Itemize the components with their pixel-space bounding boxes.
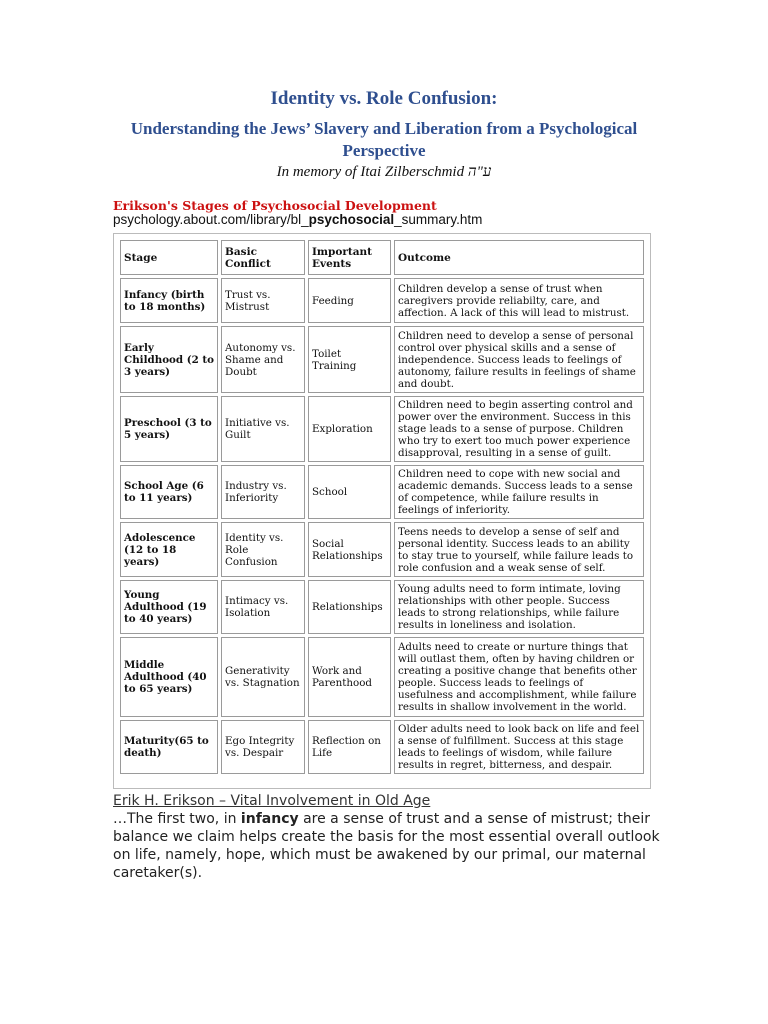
table-row (120, 580, 644, 634)
outcome-cell: Children need to begin asserting control and power over the environment. Success in this stage leads to a sense of purpose. Children who try to exert too much power experience disapproval, resulting in a sense of guilt. (394, 396, 644, 462)
section-heading: Erikson's Stages of Psychosocial Development (113, 198, 437, 213)
quote-bold-term: infancy (240, 811, 299, 827)
stage-cell: Middle Adulthood (40 to 65 years) (120, 637, 218, 717)
stage-cell: Adolescence (12 to 18 years) (120, 522, 218, 577)
events-cell: Work and Parenthood (308, 637, 391, 717)
header-stage: Stage (120, 240, 218, 275)
outcome-cell: Teens needs to develop a sense of self and personal identity. Success leads to an ability to stay true to yourself, while failure leads to role confusion and a weak sense of self. (394, 522, 644, 577)
events-cell: Reflection on Life (308, 720, 391, 774)
outcome-cell: Children need to develop a sense of personal control over physical skills and a sense of independence. Success leads to feelings of autonomy, failure results in feelings of shame and doubt. (394, 326, 644, 393)
quote-text-before: …The first two, in (113, 811, 241, 827)
events-cell: Exploration (308, 396, 391, 462)
table-row (120, 326, 644, 393)
source-url (113, 212, 482, 227)
conflict-cell: Identity vs. Role Confusion (221, 522, 305, 577)
table-row (120, 396, 644, 462)
quote-text-after: are a sense of trust and a sense of mistrust; their balance we claim helps create the basis for the most essential overall outlook on life, namely, hope, which must be awakened by our primal, our maternal caretaker(s). (113, 811, 660, 881)
header-conflict: Basic Conflict (221, 240, 305, 275)
stage-cell: Maturity(65 to death) (120, 720, 218, 774)
conflict-cell: Autonomy vs. Shame and Doubt (221, 326, 305, 393)
erikson-quote (113, 810, 673, 882)
source-url-bold: psychosocial (308, 212, 395, 227)
conflict-cell: Intimacy vs. Isolation (221, 580, 305, 634)
outcome-cell: Young adults need to form intimate, loving relationships with other people. Success leads to strong relationships, while failure results in loneliness and isolation. (394, 580, 644, 634)
header-outcome: Outcome (394, 240, 644, 275)
events-cell: Toilet Training (308, 326, 391, 393)
events-cell: School (308, 465, 391, 519)
source-url-prefix: psychology.about.com/library/bl_ (113, 212, 309, 227)
table-row (120, 637, 644, 717)
table-row (120, 720, 644, 774)
outcome-cell: Adults need to create or nurture things that will outlast them, often by having children or creating a positive change that benefits other people. Success leads to feelings of usefulness and accomplishment, while failure results in shallow involvement in the world. (394, 637, 644, 717)
conflict-cell: Generativity vs. Stagnation (221, 637, 305, 717)
page-subtitle: Understanding the Jews’ Slavery and Liberation from a Psychological Perspective (130, 119, 638, 160)
stage-cell: Young Adulthood (19 to 40 years) (120, 580, 218, 634)
outcome-cell: Children need to cope with new social and academic demands. Success leads to a sense of competence, while failure results in feelings of inferiority. (394, 465, 644, 519)
events-cell: Relationships (308, 580, 391, 634)
erikson-heading: Erik H. Erikson – Vital Involvement in Old Age (113, 793, 431, 809)
outcome-cell: Children develop a sense of trust when caregivers provide reliabilty, care, and affection. A lack of this will lead to mistrust. (394, 278, 644, 323)
table-header-row (120, 240, 644, 275)
stage-cell: School Age (6 to 11 years) (120, 465, 218, 519)
stage-cell: Preschool (3 to 5 years) (120, 396, 218, 462)
events-cell: Feeding (308, 278, 391, 323)
stages-table (117, 237, 647, 777)
events-cell: Social Relationships (308, 522, 391, 577)
conflict-cell: Trust vs. Mistrust (221, 278, 305, 323)
stage-cell: Early Childhood (2 to 3 years) (120, 326, 218, 393)
memorial-line: In memory of Itai Zilberschmid ע"ה (276, 164, 492, 180)
source-url-suffix: _summary.htm (394, 212, 483, 227)
conflict-cell: Ego Integrity vs. Despair (221, 720, 305, 774)
conflict-cell: Industry vs. Inferiority (221, 465, 305, 519)
outcome-cell: Older adults need to look back on life and feel a sense of fulfillment. Success at this stage leads to feelings of wisdom, while failure results in regret, bitterness, and despair. (394, 720, 644, 774)
table-row (120, 522, 644, 577)
conflict-cell: Initiative vs. Guilt (221, 396, 305, 462)
table-row (120, 465, 644, 519)
stages-table-container (113, 233, 651, 789)
stage-cell: Infancy (birth to 18 months) (120, 278, 218, 323)
table-row (120, 278, 644, 323)
header-events: Important Events (308, 240, 391, 275)
page-title: Identity vs. Role Confusion: (270, 88, 498, 109)
